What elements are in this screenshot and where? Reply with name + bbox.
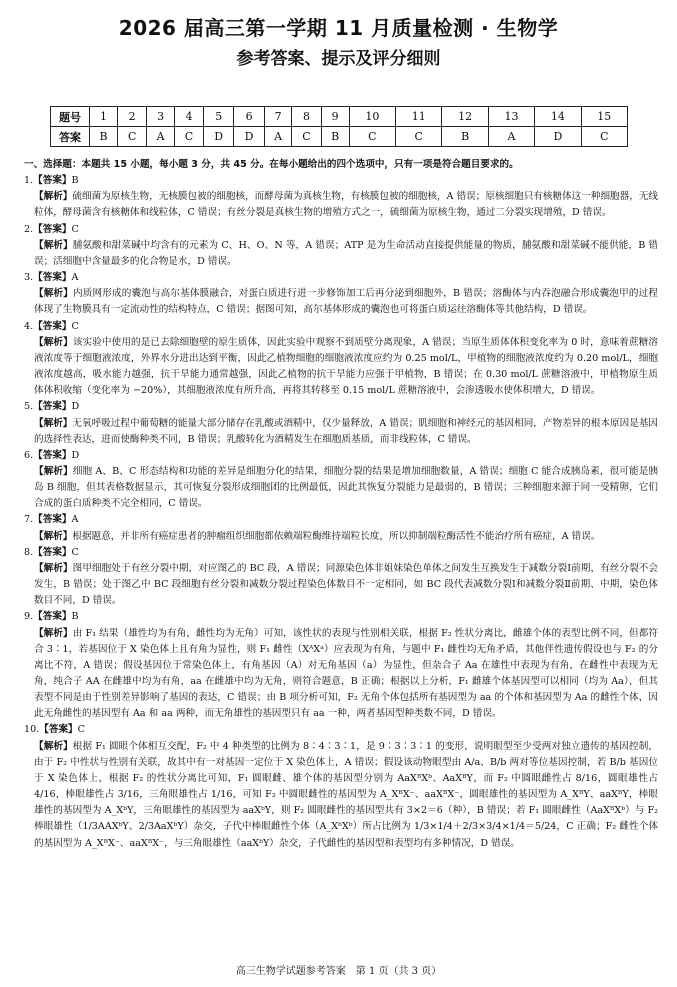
- explanation-text: 硫细菌为原核生物，无核膜包被的细胞核，而酵母菌为真核生物，有核膜包被的细胞核，A 错误；原核细胞只有核糖体这一种细胞器，无线粒体，酵母菌含有核糖体和线粒体，C 错误；有丝分裂是真核生物的增殖方式之一，硫细菌为原核生物，通过二分裂实现增殖，D 错误。: [34, 191, 659, 219]
- question-list: [24, 173, 658, 852]
- question-answer-line: [24, 173, 658, 189]
- answer-cell: A: [264, 127, 292, 147]
- explanations: [24, 157, 658, 852]
- question-number: 9.: [24, 611, 34, 623]
- explanation-text: 该实验中使用的是已去除细胞壁的原生质体，因此实验中观察不到质壁分离现象，A 错误；当原生质体体积变化率为 0 时，意味着蔗糖溶液浓度等于细胞液浓度，外界水分进出达到平衡，因此乙植物细胞的细胞液浓度应约为 0.25 mol/L，甲植物的细胞液浓度约为 0.20 mol/L，细胞液浓度越高，吸水能力越强，抗干旱能力通常越强，因此乙植物的抗干旱能力应强于甲植物，B 错误；在 0.30 mol/L 蔗糖溶液中，甲植物原生质体体积收缩（变化率为 −20%），其细胞液浓度有所升高，再将其转移至 0.15 mol/L 蔗糖溶液中，会渗透吸水使体积增大，D 错误。: [34, 336, 658, 397]
- answer-cell: A: [488, 127, 534, 147]
- explanation-tag: 【解析】: [34, 417, 73, 429]
- explanation-tag: 【解析】: [34, 627, 73, 639]
- answer-cell: C: [396, 127, 442, 147]
- answer-table: [50, 106, 628, 147]
- explanation-text: 图甲细胞处于有丝分裂中期，对应图乙的 BC 段，A 错误；同源染色体非姐妹染色单体之间发生互换发生于减数分裂Ⅰ前期，有丝分裂不会发生，B 错误；处于图乙中 BC 段细胞有丝分裂和减数分裂过程染色体数目不一定相同，如 BC 段代表减数分裂Ⅰ和减数分裂Ⅱ前期、中期，染色体数目不同，D 错误。: [34, 562, 659, 607]
- section-heading: 一、选择题：本题共 15 小题，每小题 3 分，共 45 分。在每小题给出的四个选项中，只有一项是符合题目要求的。: [24, 159, 519, 170]
- answer-tag: 【答案】: [33, 514, 72, 526]
- question-answer-line: [24, 609, 658, 625]
- question-number-cell: 7: [264, 107, 292, 127]
- question-number-cell: 1: [90, 107, 118, 127]
- answer-value: C: [71, 223, 79, 235]
- explanation-tag: 【解析】: [34, 562, 73, 574]
- question-answer-line: [24, 222, 658, 238]
- question-number-cell: 3: [147, 107, 175, 127]
- answer-cell: B: [442, 127, 488, 147]
- answer-value: D: [71, 401, 80, 413]
- question-explanation: [24, 561, 658, 609]
- question-number-cell: 5: [204, 107, 234, 127]
- explanation-tag: 【解析】: [34, 336, 73, 348]
- page-title: 2026 届高三第一学期 11 月质量检测 · 生物学: [118, 16, 559, 40]
- question-number-cell: 10: [349, 107, 395, 127]
- question-number: 2.: [24, 223, 34, 235]
- answer-tag: 【答案】: [33, 175, 72, 187]
- answer-cell: C: [581, 127, 627, 147]
- explanation-text: 无氧呼吸过程中葡萄糖的能量大部分储存在乳酸或酒精中，仅少量释放，A 错误；肌细胞和神经元的基因相同，产物差异的根本原因是基因的选择性表达，进而使酶种类不同，B 错误；乳酸转化为酒精发生在细胞质基质，而非线粒体，C 错误。: [34, 417, 659, 445]
- question-explanation: [24, 626, 658, 723]
- answer-value: A: [71, 514, 79, 526]
- explanation-tag: 【解析】: [34, 740, 73, 752]
- page-footer: 高三生物学试题参考答案 第 1 页（共 3 页）: [235, 966, 442, 977]
- answer-tag: 【答案】: [33, 546, 72, 558]
- explanation-text: 脯氨酸和甜菜碱中均含有的元素为 C、H、O、N 等，A 错误；ATP 是为生命活动直接提供能量的物质，脯氨酸和甜菜碱不能供能，B 错误；活细胞中含量最多的化合物是水，D 错误。: [34, 239, 658, 267]
- question-number-cell: 2: [118, 107, 147, 127]
- answer-tag: 【答案】: [33, 223, 72, 235]
- answer-table-number-row: [51, 107, 628, 127]
- explanation-tag: 【解析】: [34, 465, 73, 477]
- question-number-cell: 4: [174, 107, 203, 127]
- explanation-tag: 【解析】: [34, 239, 73, 251]
- answer-tag: 【答案】: [33, 272, 72, 284]
- answer-cell: D: [535, 127, 581, 147]
- answer-value: B: [71, 175, 79, 187]
- question-number: 6.: [24, 449, 34, 461]
- question-answer-line: [24, 722, 658, 738]
- question-number-cell: 8: [292, 107, 321, 127]
- answer-tag: 【答案】: [33, 320, 72, 332]
- answer-row-label: 答案: [51, 127, 90, 147]
- question-number-cell: 6: [234, 107, 264, 127]
- explanation-text: 根据 F₁ 圆眼个体相互交配，F₂ 中 4 种类型的比例为 8∶4∶3∶1，是 9∶3∶3∶1 的变形，说明眼型至少受两对独立遗传的基因控制，由于 F₂ 中性状与性别有关联，故其中有一对基因一定位于 X 染色体上，A 错误；假设该动物眼型由 A/a、B/b 两对等位基因控制，若 B/b 基因位于 X 染色体上，根据 F₂ 的性状分离比可知，F₁ 圆眼雌、雄个体的基因型分别为 AaXᴮXᵇ、AaXᴮY，而 F₂ 中圆眼雌性占 8/16，圆眼雄性占 4/16，棒眼雄性占 3/16，三角眼雄性占 1/16，可知 F₂ 中圆眼雌性的基因型为 A_XᴮX⁻、aaXᴮX⁻，圆眼雄性的基因型为 A_XᴮY、aaXᴮY，棒眼雄性的基因型为 A_XᵇY，三角眼雄性的基因型为 aaXᵇY，则 F₂ 圆眼雌性的基因型共有 3×2＝6（种），B 错误；若 F₁ 圆眼雌性（AaXᴮXᵇ）与 F₂ 棒眼雄性（1/3AAXᵇY、2/3AaXᵇY）杂交，子代中棒眼雌性个体（A_XᵇXᵇ）所占比例为 1/3×1/4＋2/3×3/4×1/4＝5/24，C 正确；F₂ 雌性个体的基因型为 A_XᴮX⁻、aaXᴮX⁻，与三角眼雄性（aaXᵇY）杂交，子代雌性的基因型和表型均有多种情况，D 错误。: [34, 740, 658, 849]
- question-explanation: [24, 238, 658, 270]
- question-answer-line: [24, 319, 658, 335]
- question-number-cell: 13: [488, 107, 534, 127]
- question-explanation: [24, 416, 658, 448]
- page-subtitle: 参考答案、提示及评分细则: [236, 49, 441, 69]
- answer-value: C: [77, 724, 85, 736]
- explanation-tag: 【解析】: [34, 191, 73, 203]
- answer-cell: D: [234, 127, 264, 147]
- answer-value: C: [71, 546, 79, 558]
- question-number-cell: 9: [321, 107, 349, 127]
- question-number: 8.: [24, 546, 34, 558]
- question-number: 7.: [24, 514, 34, 526]
- question-explanation: [24, 286, 658, 318]
- question-explanation: [24, 529, 658, 545]
- question-explanation: [24, 464, 658, 512]
- answer-cell: D: [204, 127, 234, 147]
- explanation-text: 内质网形成的囊泡与高尔基体膜融合，对蛋白质进行进一步修饰加工后再分泌到细胞外，B 错误；溶酶体与内吞泡融合形成囊泡甲的过程体现了生物膜具有一定流动性的结构特点，C 错误；据图可知，高尔基体形成的囊泡也可将蛋白质运往溶酶体等其他结构，D 错误。: [34, 288, 658, 316]
- answer-value: A: [71, 272, 79, 284]
- question-number-cell: 11: [396, 107, 442, 127]
- question-number: 4.: [24, 320, 34, 332]
- answer-value: C: [71, 320, 79, 332]
- number-row-label: 题号: [51, 107, 90, 127]
- question-answer-line: [24, 545, 658, 561]
- answer-value: D: [71, 449, 80, 461]
- question-number: 10.: [24, 724, 40, 736]
- question-explanation: [24, 739, 658, 852]
- answer-cell: C: [174, 127, 203, 147]
- answer-cell: C: [118, 127, 147, 147]
- answer-tag: 【答案】: [39, 724, 78, 736]
- answer-value: B: [71, 611, 79, 623]
- answer-cell: C: [349, 127, 395, 147]
- question-explanation: [24, 189, 658, 221]
- question-answer-line: [24, 399, 658, 415]
- question-answer-line: [24, 270, 658, 286]
- question-number-cell: 15: [581, 107, 627, 127]
- explanation-text: 由 F₁ 结果（雄性均为有角，雌性均为无角）可知，该性状的表现与性别相关联，根据 F₂ 性状分离比，雌雄个体的表型比例不同，但都符合 3∶1，若基因位于 X 染色体上且有角为显性，则 F₁ 雌性（XᴬXᵃ）应表现为有角，与题中 F₁ 雌性均无角矛盾，其他伴性遗传假设也与 F₂ 的分离比不符，A 错误；假设基因位于常染色体上，有角基因（A）对无角基因（a）为显性，但杂合子 Aa 在雄性中表现为有角，在雌性中表现为无角，纯合子 AA 在雌雄中均为有角，aa 在雌雄中均为无角，则符合题意，B 正确；根据以上分析，F₁ 雌雄个体基因型可以相同（均为 Aa），但其表型不同是由于性别差异影响了基因的表达，C 错误；由 B 项分析可知，F₂ 无角个体包括所有基因型为 aa 的个体和基因型为 Aa 的雌性个体，因此无角雌性的基因型有 Aa 和 aa 两种，而无角雄性的基因型只有 aa 一种，两者基因型种类数不同，D 错误。: [34, 627, 659, 720]
- question-number-cell: 14: [535, 107, 581, 127]
- question-number: 1.: [24, 175, 34, 187]
- question-number: 3.: [24, 272, 34, 284]
- explanation-text: 根据题意，并非所有癌症患者的肿瘤组织细胞都依赖端粒酶维持端粒长度，所以抑制端粒酶活性不能治疗所有癌症，A 错误。: [72, 530, 601, 542]
- answer-table-answer-row: [51, 127, 628, 147]
- question-number: 5.: [24, 401, 34, 413]
- answer-cell: B: [321, 127, 349, 147]
- question-explanation: [24, 335, 658, 400]
- answer-tag: 【答案】: [33, 611, 72, 623]
- question-number-cell: 12: [442, 107, 488, 127]
- answer-cell: A: [147, 127, 175, 147]
- explanation-tag: 【解析】: [34, 288, 73, 300]
- question-answer-line: [24, 512, 658, 528]
- answer-tag: 【答案】: [33, 449, 72, 461]
- explanation-text: 细胞 A、B、C 形态结构和功能的差异是细胞分化的结果，细胞分裂的结果是增加细胞数量，A 错误；细胞 C 能合成胰岛素，很可能是胰岛 B 细胞，但其表格数据显示，其可恢复分裂形成细胞团的比例最低，因此其恢复分裂能力是最弱的，B 错误；三种细胞来源于同一受精卵，它们合成的蛋白质种类不完全相同，C 错误。: [34, 465, 659, 510]
- answer-cell: C: [292, 127, 321, 147]
- answer-tag: 【答案】: [33, 401, 72, 413]
- explanation-tag: 【解析】: [34, 530, 73, 542]
- answer-cell: B: [90, 127, 118, 147]
- question-answer-line: [24, 448, 658, 464]
